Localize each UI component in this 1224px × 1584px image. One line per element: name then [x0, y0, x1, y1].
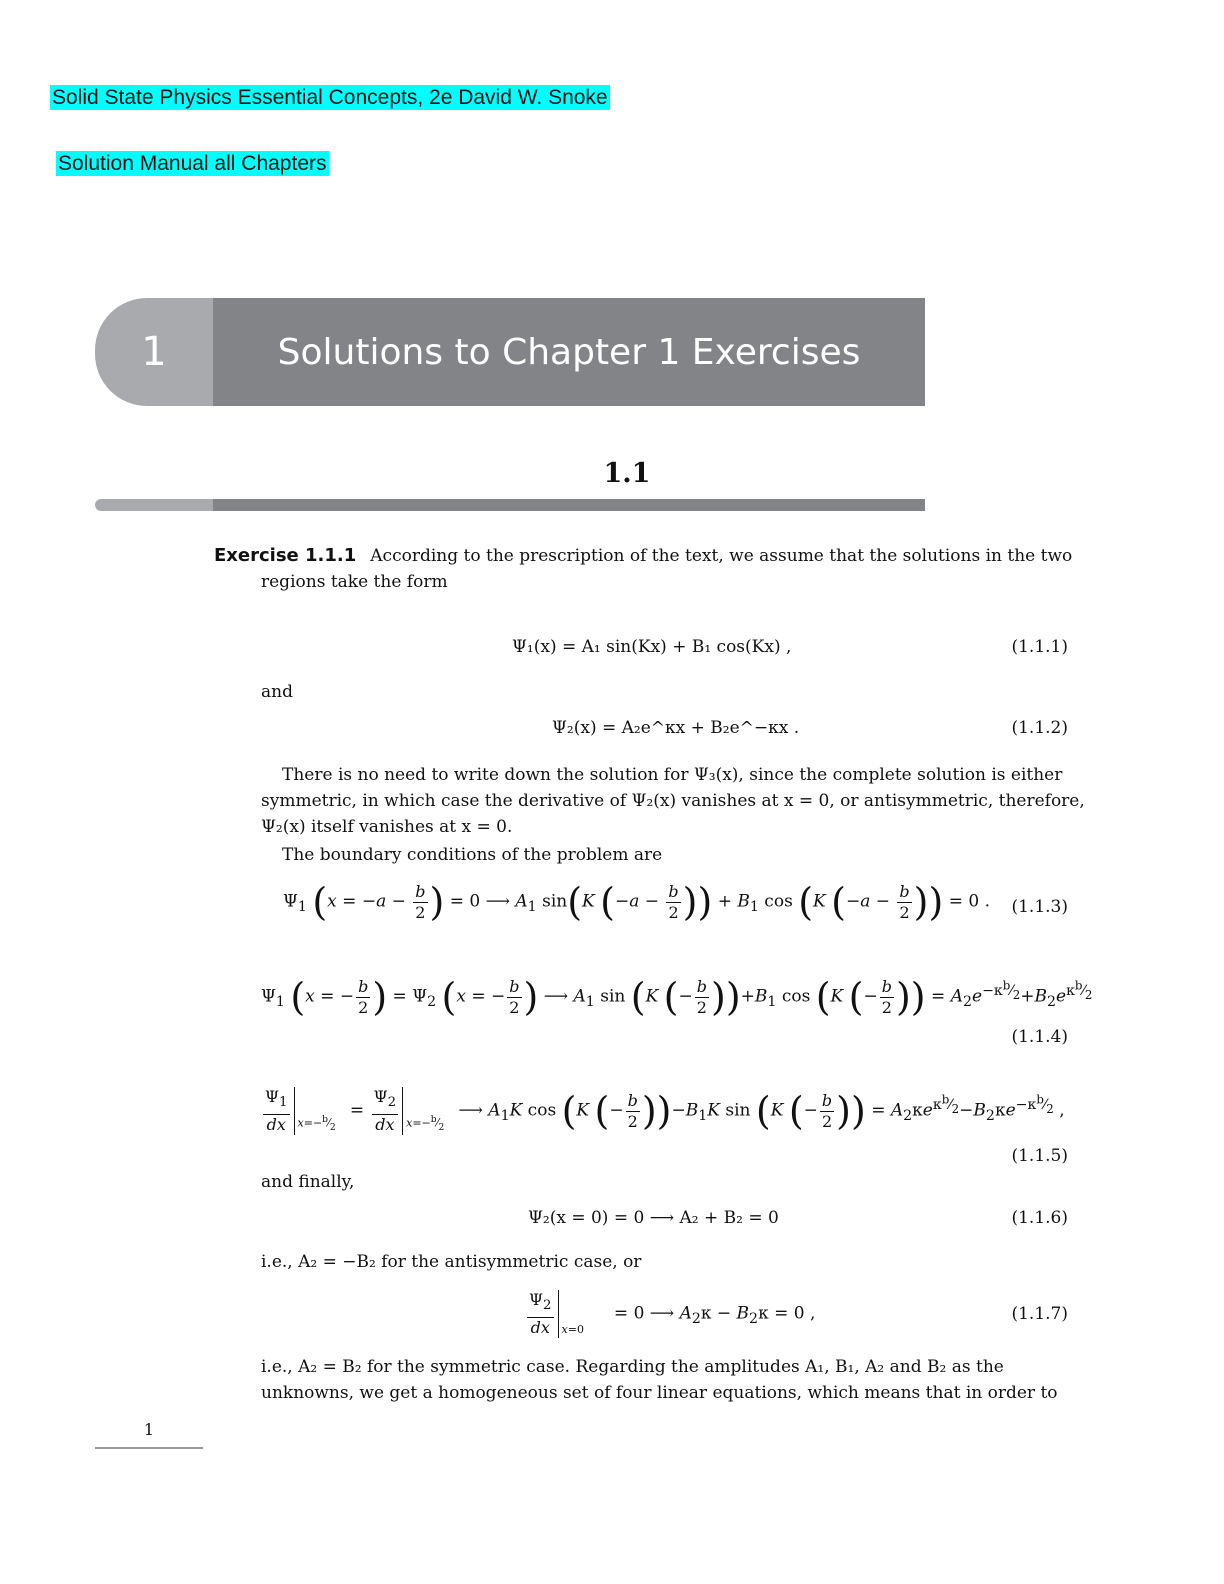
paragraph-3-line-2: unknowns, we get a homogeneous set of four linear equations, which means that in order to	[261, 1383, 1058, 1403]
paragraph-2: The boundary conditions of the problem are	[282, 845, 663, 865]
equation-4: $\Psi_1$ (x = − $\frac{b}{2}$ ) = $\Psi_2$ (x = − $\frac{b}{2}$ ) ⟶ $A_1$ sin (K (− $\frac{b}{2}$ ))$+B_1$ cos (K (− $\frac{b}{2}$ )) = $A_2e^{-\kappa^b⁄_2}+B_2e^{\kappa^b⁄_2}$	[261, 975, 1093, 1019]
equation-3-number: (1.1.3)	[1011, 897, 1068, 917]
exercise-intro-text: According to the prescription of the text, we assume that the solutions in the two	[370, 546, 1073, 566]
paragraph-3-line-1: i.e., A₂ = B₂ for the symmetric case. Regarding the amplitudes A₁, B₁, A₂ and B₂ as the	[261, 1357, 1004, 1377]
exercise-intro-line-1	[214, 545, 1072, 567]
equation-6-number: (1.1.6)	[1011, 1208, 1068, 1228]
book-title-highlight: Solid State Physics Essential Concepts, 2e David W. Snoke	[52, 86, 608, 109]
section-title: 1.1	[603, 458, 651, 489]
equation-1: Ψ₁(x) = A₁ sin(Kx) + B₁ cos(Kx) ,	[512, 637, 792, 657]
equation-1-number: (1.1.1)	[1011, 637, 1068, 657]
and-finally-text: and finally,	[261, 1172, 355, 1192]
antisymmetric-note: i.e., A₂ = −B₂ for the antisymmetric case, or	[261, 1252, 642, 1272]
exercise-intro-line-2: regions take the form	[261, 572, 448, 592]
equation-6: Ψ₂(x = 0) = 0 ⟶ A₂ + B₂ = 0	[528, 1208, 779, 1228]
equation-3: $\Psi_1$ (x = −a − $\frac{b}{2}$ ) = 0 ⟶ $A_1$ sin(K (−a − $\frac{b}{2}$ )) + $B_1$ cos (K (−a − $\frac{b}{2}$ )) = 0 .	[283, 880, 991, 924]
equation-2-number: (1.1.2)	[1011, 718, 1068, 738]
paragraph-1-line-1: There is no need to write down the solution for Ψ₃(x), since the complete solution is either	[282, 765, 1063, 785]
page-number: 1	[143, 1420, 155, 1439]
equation-4-number: (1.1.4)	[1011, 1027, 1068, 1047]
equation-5: $\frac{\Psi_1}{dx}$ $x=-^b⁄_2$ = $\frac{\Psi_2}{dx}$ $x=-^b⁄_2$ ⟶ $A_1K$ cos (K (− $\frac{b}{2}$ ))$-B_1K$ sin (K (− $\frac{b}{2}$ )) = $A_2\kappa e^{\kappa^b⁄_2}-B_2\kappa e^{-\kappa^b⁄_2}$ ,	[265, 1087, 1065, 1134]
equation-7: $\frac{\Psi_2}{dx}$ x=0 = 0 ⟶ $A_2\kappa - B_2\kappa = 0$ ,	[529, 1290, 816, 1337]
equation-5-number: (1.1.5)	[1011, 1146, 1068, 1166]
chapter-title: Solutions to Chapter 1 Exercises	[213, 298, 925, 406]
equation-2: Ψ₂(x) = A₂e^κx + B₂e^−κx .	[552, 718, 800, 738]
chapter-banner	[95, 298, 925, 406]
paragraph-1-line-2: symmetric, in which case the derivative of Ψ₂(x) vanishes at x = 0, or antisymmetric, therefore,	[261, 791, 1085, 811]
and-text: and	[261, 682, 293, 702]
equation-7-number: (1.1.7)	[1011, 1304, 1068, 1324]
page-number-rule	[95, 1447, 203, 1449]
paragraph-1-line-3: Ψ₂(x) itself vanishes at x = 0.	[261, 817, 513, 837]
section-rule	[95, 499, 925, 511]
subtitle-highlight: Solution Manual all Chapters	[58, 152, 327, 175]
chapter-number: 1	[95, 298, 213, 406]
exercise-label: Exercise 1.1.1	[214, 545, 357, 566]
